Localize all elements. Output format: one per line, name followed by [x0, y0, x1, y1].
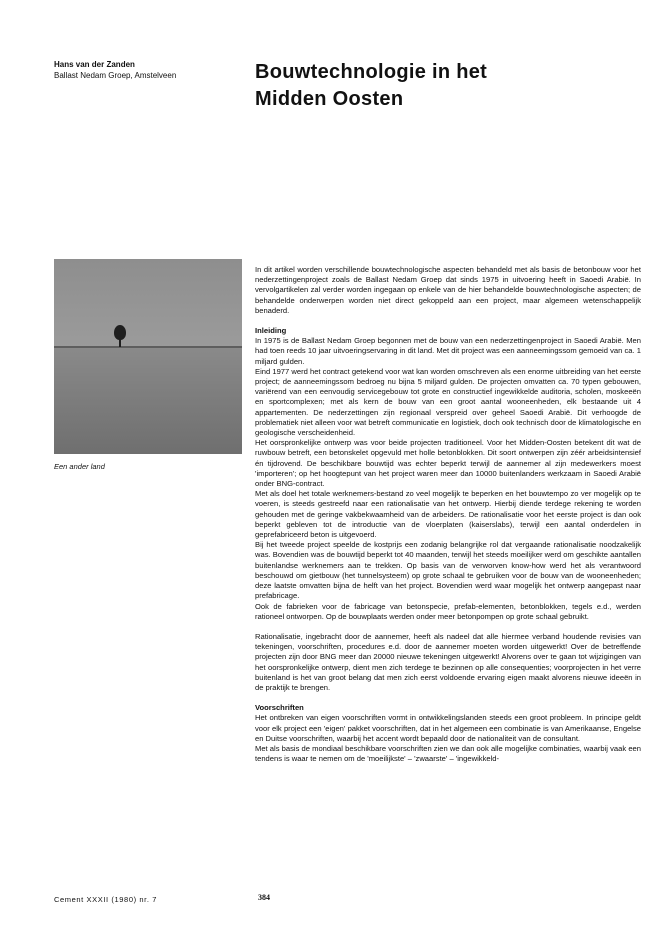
figure-caption: Een ander land — [54, 462, 105, 471]
section-heading-voorschriften: Voorschriften — [255, 703, 304, 713]
page-number: 384 — [258, 893, 270, 902]
title-line-2: Midden Oosten — [255, 88, 404, 110]
photo-ground — [54, 347, 242, 454]
paragraph: Met als doel het totale werknemers-bestand zo veel mogelijk te beperken en het bouwtempo zo ver mogelijk op te voeren, is steeds gestreefd naar een rationalisatie van het ontwerp. Hierbij diende terdege rekening te worden gehouden met de geringe vakbekwaamheid van de arbeiders. De rationalisatie voor het eerste project is dan ook beperkt gebleven tot de introductie van de vloerplaten (kaiserslabs), terwijl een aantal onderdelen in geprefabriceerd beton is uitgevoerd. — [255, 489, 641, 540]
paragraph: Rationalisatie, ingebracht door de aannemer, heeft als nadeel dat alle hiermee verband houdende revisies van tekeningen, voorschriften, procedures e.d. door de aannemer moeten worden uitgewerkt! Over de betreffende projecten zijn door BNG meer dan 20000 nieuwe tekeningen uitgewerkt! Alvorens over te gaan tot wijzigingen van het oorspronkelijke ontwerp, dient men zich terdege te bezinnen op alle consequenties; voorprojecten in het verre buitenland is het van groot belang dat men zich eerst voldoende ervaring eigen maakt alvorens nieuwe ideeën in de praktijk te brengen. — [255, 631, 641, 692]
article-body — [255, 265, 641, 764]
tree-trunk — [119, 339, 121, 347]
landscape-photo — [54, 259, 242, 454]
paragraph: Eind 1977 werd het contract getekend voor wat kan worden omschreven als een enorme uitbreiding van het eerste project; de aanneemingssom bedroeg nu bijna 5 miljard gulden. De projecten omvatten ca. 70 typen gebouwen, variërend van een eenvoudig servicegebouw tot grote en constructief ingewikkelde auditoria, scholen, moskeeën en sportcomplexen; met als kern de bouw van een groot aantal wooneenheden, elk bestaande uit 4 appartementen. De nederzettingen zijn regionaal verspreid over geheel Saoedi Arabië. Dit verhoogde de problematiek niet alleen voor wat betreft communicatie en logistiek, doch ook technisch door de klimatologische en geologische verscheidenheid. — [255, 366, 641, 438]
photo-sky — [54, 259, 242, 347]
paragraph: In 1975 is de Ballast Nedam Groep begonnen met de bouw van een nederzettingenproject in Saoedi Arabië. Men had toen reeds 10 jaar uitvoeringservaring in dit land. Met dit project was een aanneemingssom gemoeid van ca. 1 miljard gulden. — [255, 336, 641, 366]
section-heading-inleiding: Inleiding — [255, 326, 287, 336]
author-name: Hans van der Zanden — [54, 60, 135, 69]
title-line-1: Bouwtechnologie in het — [255, 61, 488, 83]
tree-icon — [114, 325, 126, 340]
paragraph: Het oorspronkelijke ontwerp was voor beide projecten traditioneel. Voor het Midden-Oosten betekent dit wat de ruwbouw betreft, een betonskelet opgevuld met holle betonblokken. Dit soort ontwerpen zijn zéér arbeidsintensief én tijdrovend. De beschikbare bouwtijd was echter beperkt terwijl de aannemer al zijn medewerkers moest 'importeren'; op het hoogtepunt van het project waren meer dan 10000 buitenlanders werkzaam in Saoedi Arabië onder BNG-contract. — [255, 438, 641, 489]
paragraph: Bij het tweede project speelde de kostprijs een zodanig belangrijke rol dat vergaande rationalisatie noodzakelijk was. Bovendien was de bouwtijd beperkt tot 40 maanden, terwijl het steeds moeilijker werd om geschikte aantallen buitenlandse werknemers aan te trekken. Op basis van de verworven know-how werd het als verantwoord beschouwd om gietbouw (het tunnelsysteem) op grote schaal te gebruiken voor de bouw van de wooneenheden; deze laatste omvatten bijna de helft van het project. Bovendien werd waar mogelijk het ontwerp aangepast naar prefabricage. — [255, 540, 641, 601]
photo-horizon — [54, 346, 242, 348]
author-block — [54, 59, 176, 81]
article-title — [255, 59, 635, 113]
paragraph: Het ontbreken van eigen voorschriften vormt in ontwikkelingslanden steeds een groot probleem. In principe geldt voor elk project een 'eigen' pakket voorschriften, dat in het algemeen een combinatie is van Amerikaanse, Engelse en Duitse voorschriften, waarbij het accent wordt bepaald door de nationaliteit van de consultant. — [255, 713, 641, 743]
paragraph: Met als basis de mondiaal beschikbare voorschriften zien we dan ook alle mogelijke combinaties, waarbij vaak een tendens is waar te nemen om de 'moeilijkste' – 'zwaarste' – 'ingewikkeld- — [255, 743, 641, 764]
journal-footer: Cement XXXII (1980) nr. 7 — [54, 895, 157, 904]
intro-paragraph: In dit artikel worden verschillende bouwtechnologische aspecten behandeld met als basis de betonbouw voor het nederzettingenproject zoals de Ballast Nedam Groep dat sinds 1975 in uitvoering heeft in Saoedi Arabië. In vervolgartikelen zal verder worden ingegaan op enkele van de hier behandelde bouwtechnologische aspecten; de behandelde onderwerpen worden niet direct gekoppeld aan een project, maar algemeen wetenschappelijk benaderd. — [255, 265, 641, 315]
paragraph: Ook de fabrieken voor de fabricage van betonspecie, prefab-elementen, betonblokken, tegels e.d., werden rationeel ontworpen. Op de bouwplaats werden onder meer betonpompen op grote schaal gebruikt. — [255, 601, 641, 621]
author-affiliation: Ballast Nedam Groep, Amstelveen — [54, 71, 177, 80]
